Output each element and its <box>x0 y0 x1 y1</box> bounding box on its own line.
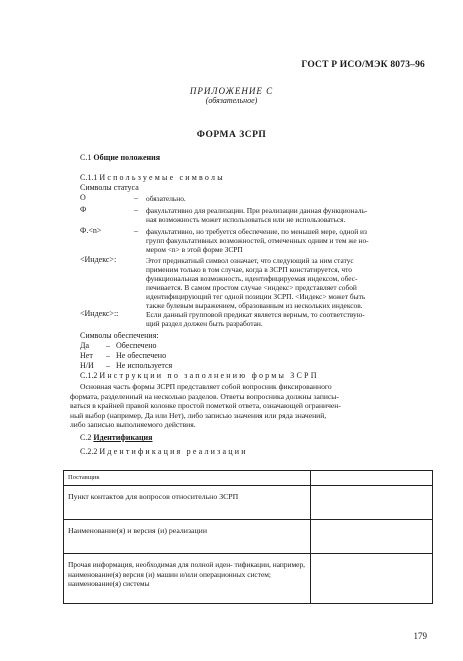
status-symbol: Ф.<n> <box>80 226 102 235</box>
status-desc: Если данный групповой предикат является верным, то соответствую- щий раздел должен быть разработан. <box>146 310 365 328</box>
section-c1-2 <box>80 371 319 381</box>
status-dash: – <box>134 193 138 202</box>
support-text: Не используется <box>116 361 173 370</box>
section-title: Идентификация реализации <box>99 447 248 456</box>
row-value[interactable] <box>311 554 433 604</box>
row-label: Прочая информация, необходимая для полной иден- тификации, например, наименование(я) версия (и) машин и/или операционных систем; наименование(я) системы <box>64 554 311 604</box>
status-dash: – <box>134 205 138 214</box>
status-desc: Этот предикатный символ означает, что следующий за ним статус применим только в том случае, когда в ЗСРП констатируется, что функциональная возможность, идентифицируемая индексом, обес- печивается. В самом простом случае <индекс> представляет собой идентифицирующий тег одной позиции ЗСРП. <Индекс> может быть также булевым выражением, образованным из нескольких индексов. <box>146 256 366 310</box>
section-number: С.2 <box>80 433 92 442</box>
status-symbol: О <box>80 193 86 202</box>
table-row <box>64 554 433 604</box>
table-row <box>64 486 433 520</box>
support-text: Обеспечено <box>116 341 157 350</box>
support-symbol: Н/И <box>80 361 94 370</box>
support-symbol: Да <box>80 341 90 350</box>
page-header: ГОСТ Р ИСО/МЭК 8073–96 <box>301 60 425 70</box>
support-dash: – <box>106 351 110 360</box>
section-title: Инструкции по заполнению формы ЗСРП <box>99 371 319 380</box>
support-dash: – <box>106 341 110 350</box>
status-desc: факультативно, но требуется обеспечение, по меньшей мере, одной из групп факультативных возможностей, отмеченных одним и тем же но- мером <n> в этой форме ЗСРП <box>146 227 369 254</box>
section-c1-1 <box>80 173 225 183</box>
support-heading: Символы обеспечения: <box>80 331 159 340</box>
section-number: С.1 <box>80 153 92 162</box>
table-row <box>64 471 433 486</box>
row-value[interactable] <box>311 486 433 520</box>
section-number: С.2.2 <box>80 447 98 456</box>
form-title: ФОРМА ЗСРП <box>196 130 267 140</box>
status-dash: – <box>134 226 138 235</box>
appendix-title: ПРИЛОЖЕНИЕ С <box>189 86 274 96</box>
support-text: Не обеспечено <box>116 351 167 360</box>
status-heading: Символы статуса <box>80 183 139 192</box>
page-number: 179 <box>413 631 427 641</box>
section-title: Идентификация <box>93 433 153 442</box>
appendix-subtitle: (обязательное) <box>205 96 258 105</box>
section-number: С.1.2 <box>80 371 98 380</box>
section-number: С.1.1 <box>80 173 98 182</box>
section-c2-2 <box>80 447 248 457</box>
status-desc: обязательно. <box>146 194 186 203</box>
row-value[interactable] <box>311 471 433 486</box>
row-value[interactable] <box>311 520 433 554</box>
implementation-id-table <box>63 470 433 604</box>
status-symbol: <Индекс>: <box>80 255 117 264</box>
status-symbol: Ф <box>80 205 87 214</box>
status-desc: факультативно для реализации. При реализации данная функциональ- ная возможность может использоваться или не использоваться. <box>146 206 368 224</box>
status-symbol: <Индекс>:: <box>80 309 119 318</box>
row-label: Пункт контактов для вопросов относительно ЗСРП <box>64 486 311 520</box>
support-dash: – <box>106 361 110 370</box>
row-label: Наименование(я) и версия (и) реализации <box>64 520 311 554</box>
instructions-paragraph: Основная часть формы ЗСРП представляет собой вопросник фиксированного формата, разделенный на несколько разделов. Ответы вопросника должны записы- ваться в крайней правой колонке простой пометкой ответа, означающей ограничен- ный выбор (например, Да или Нет), либо записью значения или ряда значений, либо записью выполняемого действия. <box>70 382 341 430</box>
section-c2 <box>80 433 153 443</box>
table-row <box>64 520 433 554</box>
section-c1 <box>80 153 160 163</box>
section-title: Общие положения <box>93 153 161 162</box>
support-symbol: Нет <box>80 351 93 360</box>
section-title: Используемые символы <box>99 173 225 182</box>
row-label: Поставщик <box>64 471 311 486</box>
